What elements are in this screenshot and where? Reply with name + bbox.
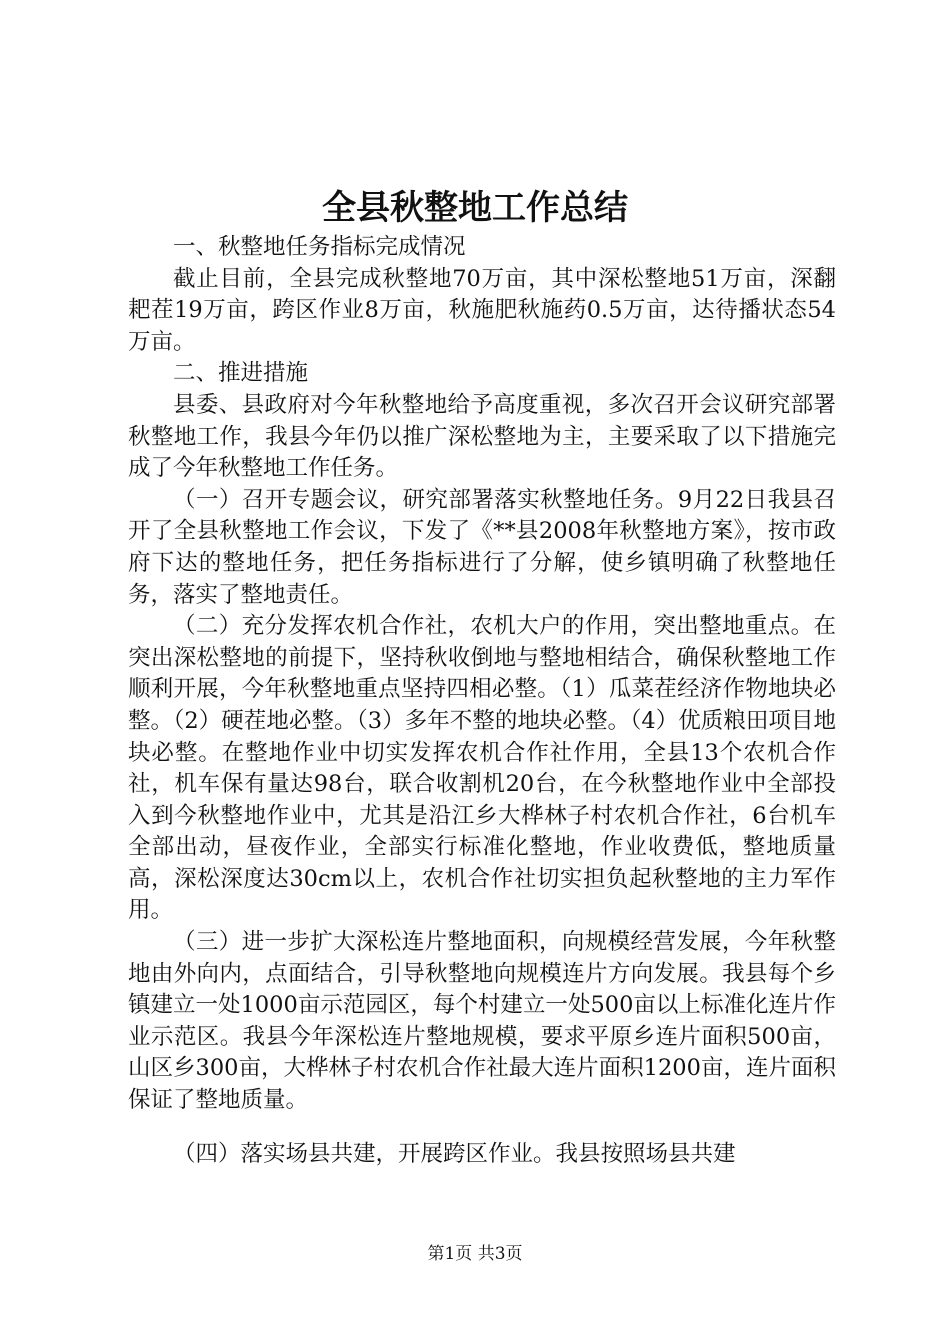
document-body xyxy=(128,232,836,1170)
paragraph: （二）充分发挥农机合作社，农机大户的作用，突出整地重点。在突出深松整地的前提下，坚持秋收倒地与整地相结合，确保秋整地工作顺利开展，今年秋整地重点坚持四相必整。（1）瓜菜茬经济作物地块必整。（2）硬茬地必整。（3）多年不整的地块必整。（4）优质粮田项目地块必整。在整地作业中切实发挥农机合作社作用，全县13个农机合作社，机车保有量达98台，联合收割机20台，在今秋整地作业中全部投入到今秋整地作业中，尤其是沿江乡大桦林子村农机合作社，6台机车全部出动，昼夜作业，全部实行标准化整地，作业收费低，整地质量高，深松深度达30cm以上，农机合作社切实担负起秋整地的主力军作用。 xyxy=(128,613,836,924)
paragraph: （三）进一步扩大深松连片整地面积，向规模经营发展，今年秋整地由外向内，点面结合，引导秋整地向规模连片方向发展。我县每个乡镇建立一处1000亩示范园区，每个村建立一处500亩以上标准化连片作业示范区。我县今年深松连片整地规模，要求平原乡连片面积500亩，山区乡300亩，大桦林子村农机合作社最大连片面积1200亩，连片面积保证了整地质量。 xyxy=(128,929,836,1114)
paragraph: 截止目前，全县完成秋整地70万亩，其中深松整地51万亩，深翻耙茬19万亩，跨区作业8万亩，秋施肥秋施药0.5万亩，达待播状态54万亩。 xyxy=(128,265,836,355)
section-heading-2: 二、推进措施 xyxy=(173,360,309,387)
document-title: 全县秋整地工作总结 xyxy=(322,188,628,228)
paragraph: （四）落实场县共建，开展跨区作业。我县按照场县共建 xyxy=(173,1140,736,1167)
paragraph: 县委、县政府对今年秋整地给予高度重视，多次召开会议研究部署秋整地工作，我县今年仍以推广深松整地为主，主要采取了以下措施完成了今年秋整地工作任务。 xyxy=(128,391,836,482)
section-heading-1: 一、秋整地任务指标完成情况 xyxy=(173,234,466,260)
paragraph: （一）召开专题会议，研究部署落实秋整地任务。9月22日我县召开了全县秋整地工作会议，下发了《**县2008年秋整地方案》，按市政府下达的整地任务，把任务指标进行了分解，使乡镇明确了秋整地任务，落实了整地责任。 xyxy=(128,486,836,608)
page-number-footer: 第1页 共3页 xyxy=(427,1244,523,1264)
